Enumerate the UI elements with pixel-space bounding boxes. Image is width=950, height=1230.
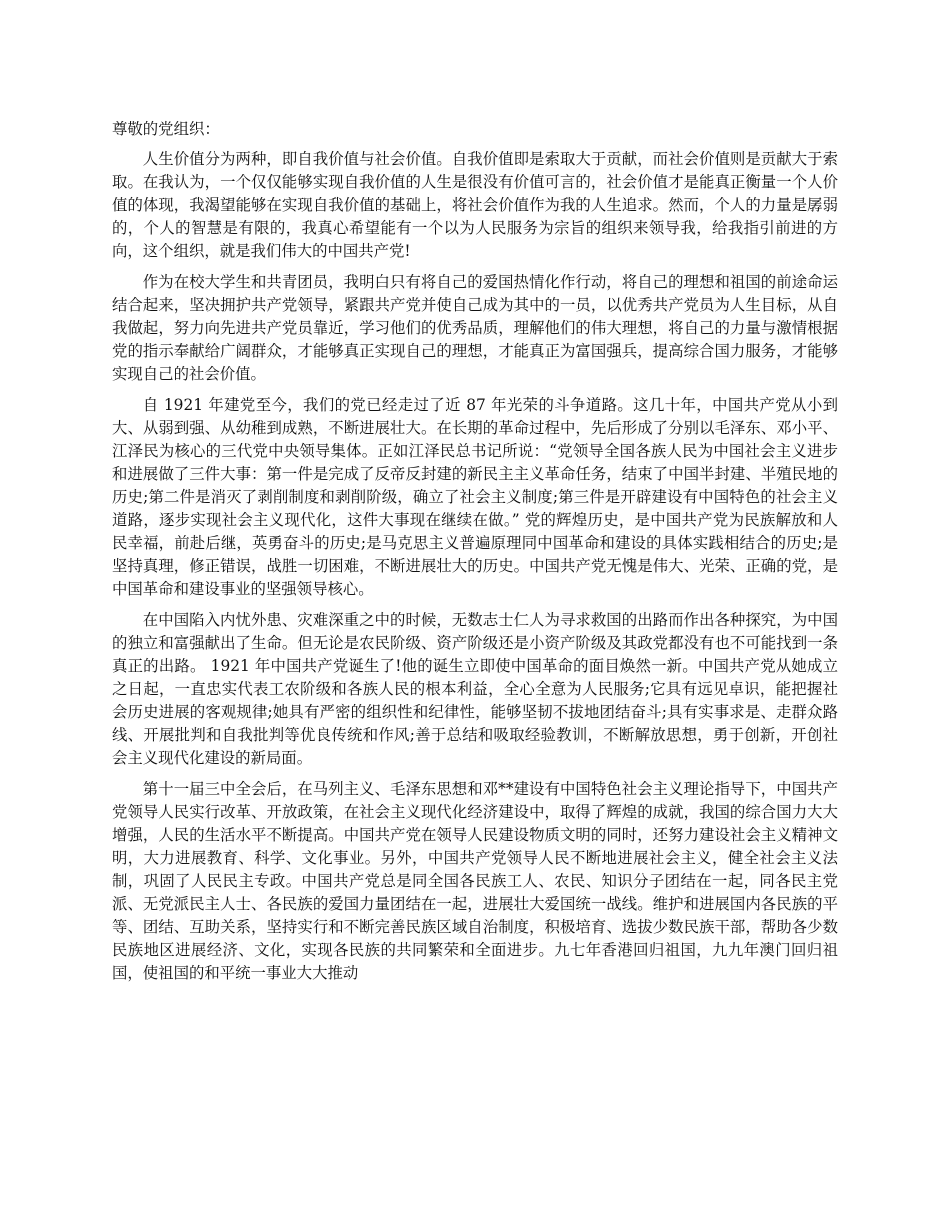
paragraph-party-founding: 在中国陷入内忧外患、灾难深重之中的时候，无数志士仁人为寻求救国的出路而作出各种探究，为中国的独立和富强献出了生命。但无论是农民阶级、资产阶级还是小资产阶级及其政党都没有也不可能找到一条真正的出路。 1921 年中国共产党诞生了!他的诞生立即使中国革命的面目焕然一新。中国共产党从她成立之日起，一直忠实代表工农阶级和各族人民的根本利益，全心全意为人民服务;它具有远见卓识，能把握社会历史进展的客观规律;她具有严密的组织性和纪律性，能够坚韧不拔地团结奋斗;具有实事求是、走群众路线、开展批判和自我批判等优良传统和作风;善于总结和吸取经验教训，不断解放思想，勇于创新，开创社会主义现代化建设的新局面。 [112,611,838,767]
paragraph-reform-achievements: 第十一届三中全会后，在马列主义、毛泽东思想和邓**建设有中国特色社会主义理论指导下，中国共产党领导人民实行改革、开放政策，在社会主义现代化经济建设中，取得了辉煌的成就，我国的综合国力大大增强，人民的生活水平不断提高。中国共产党在领导人民建设物质文明的同时，还努力建设社会主义精神文明，大力进展教育、科学、文化事业。另外，中国共产党领导人民不断地进展社会主义，健全社会主义法制，巩固了人民民主专政。中国共产党总是同全国各民族工人、农民、知识分子团结在一起，同各民主党派、无党派民主人士、各民族的爱国力量团结在一起，进展壮大爱国统一战线。维护和进展国内各民族的平等、团结、互助关系，坚持实行和不断完善民族区域自治制度，积极培育、选拔少数民族干部，帮助各少数民族地区进展经济、文化，实现各民族的共同繁荣和全面进步。九七年香港回归祖国，九九年澳门回归祖国，使祖国的和平统一事业大大推动 [112,780,838,982]
paragraph-party-history: 自 1921 年建党至今，我们的党已经走过了近 87 年光荣的斗争道路。这几十年，中国共产党从小到大、从弱到强、从幼稚到成熟，不断进展壮大。在长期的革命过程中，先后形成了分别以毛泽东、邓小平、江泽民为核心的三代党中央领导集体。正如江泽民总书记所说：“党领导全国各族人民为中国社会主义进步和进展做了三件大事：第一件是完成了反帝反封建的新民主主义革命任务，结束了中国半封建、半殖民地的历史;第二件是消灭了剥削制度和剥削阶级，确立了社会主义制度;第三件是开辟建设有中国特色的社会主义道路，逐步实现社会主义现代化，这件大事现在继续在做。” 党的辉煌历史，是中国共产党为民族解放和人民幸福，前赴后继，英勇奋斗的历史;是马克思主义普遍原理同中国革命和建设的具体实践相结合的历史;是坚持真理，修正错误，战胜一切困难，不断进展壮大的历史。中国共产党无愧是伟大、光荣、正确的党，是中国革命和建设事业的坚强领导核心。 [112,396,838,598]
paragraph-self-and-social-value: 人生价值分为两种，即自我价值与社会价值。自我价值即是索取大于贡献，而社会价值则是贡献大于索取。在我认为，一个仅仅能够实现自我价值的人生是很没有价值可言的，社会价值才是能真正衡量一个人价值的体现，我渴望能够在实现自我价值的基础上，将社会价值作为我的人生追求。然而，个人的力量是孱弱的，个人的智慧是有限的，我真心希望能有一个以为人民服务为宗旨的组织来领导我，给我指引前进的方向，这个组织，就是我们伟大的中国共产党! [112,150,838,260]
paragraph-student-aspiration: 作为在校大学生和共青团员，我明白只有将自己的爱国热情化作行动，将自己的理想和祖国的前途命运结合起来，坚决拥护共产党领导，紧跟共产党并使自己成为其中的一员，以优秀共产党员为人生目标，从自我做起，努力向先进共产党员靠近，学习他们的优秀品质，理解他们的伟大理想，将自己的力量与激情根据党的指示奉献给广阔群众，才能够真正实现自己的理想，才能真正为富国强兵，提高综合国力服务，才能够实现自己的社会价值。 [112,273,838,383]
salutation: 尊敬的党组织： [112,120,220,138]
document-page [112,118,838,993]
